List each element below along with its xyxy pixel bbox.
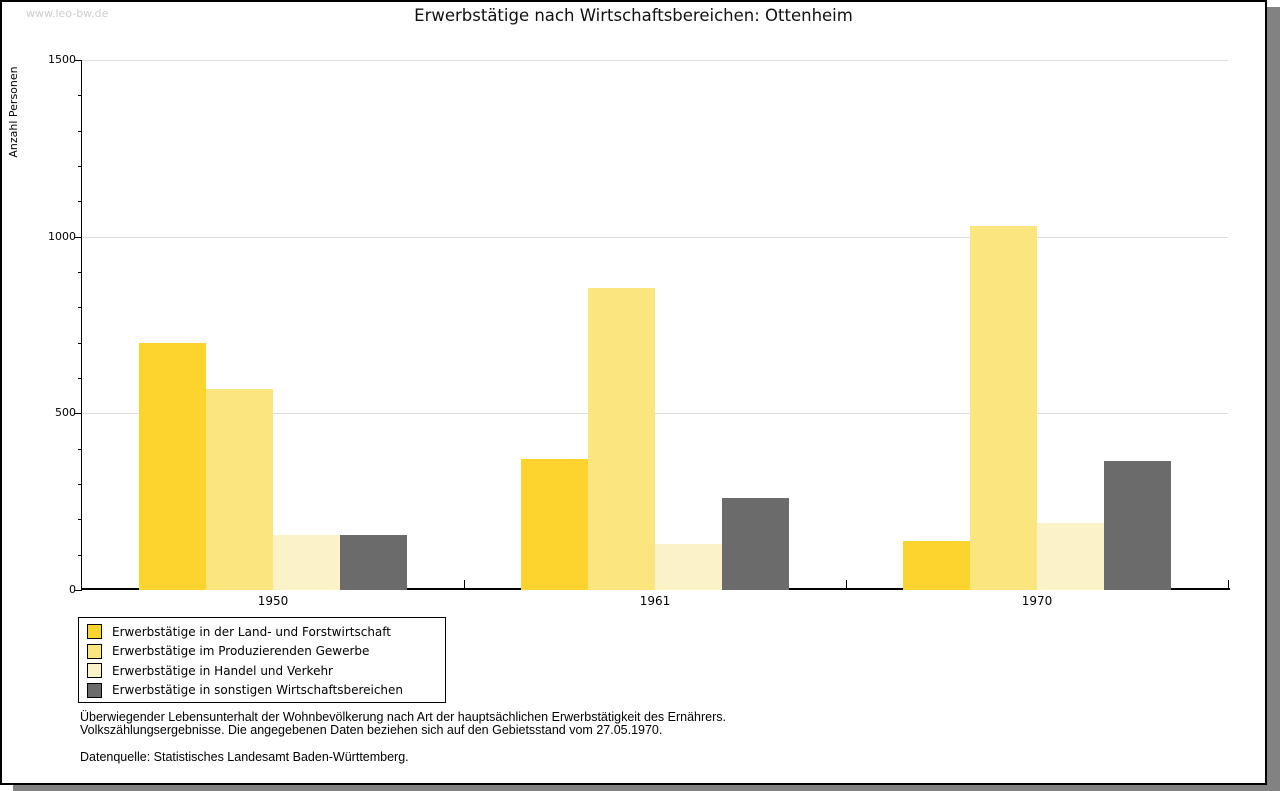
x-tick (1228, 580, 1229, 590)
x-tick (846, 580, 847, 590)
y-minor-tick (78, 131, 82, 132)
y-tick-label: 500 (55, 406, 76, 420)
y-tick-label: 1000 (48, 229, 76, 243)
bar-1961-s2 (588, 288, 655, 590)
y-minor-tick (78, 449, 82, 450)
bar-1970-s2 (970, 226, 1037, 590)
legend-swatch-icon (87, 624, 102, 639)
y-tick-label: 0 (69, 583, 76, 596)
y-axis-line (81, 60, 82, 590)
y-minor-tick (78, 343, 82, 344)
y-minor-tick (78, 272, 82, 273)
y-axis-label: Anzahl Personen (7, 66, 20, 158)
x-tick (464, 580, 465, 590)
bar-1950-s1 (139, 343, 206, 590)
bar-1970-s3 (1037, 523, 1104, 590)
bar-1970-s1 (903, 541, 970, 590)
bar-1961-s4 (722, 498, 789, 590)
gridline (82, 237, 1228, 238)
bar-1950-s3 (273, 535, 340, 590)
page-title: Erwerbstätige nach Wirtschaftsbereichen: Ottenheim (414, 6, 853, 25)
legend-item (79, 622, 445, 642)
footnote-line-1: Überwiegender Lebensunterhalt der Wohnbevölkerung nach Art der hauptsächlichen Erwerbstätigkeit des Ernährers. (80, 710, 726, 724)
legend-item (79, 681, 445, 701)
legend-swatch-icon (87, 663, 102, 678)
y-minor-tick (78, 484, 82, 485)
x-category-label: 1970 (1021, 594, 1053, 608)
legend-label: Erwerbstätige in der Land- und Forstwirtschaft (112, 624, 391, 639)
bar-1950-s4 (340, 535, 407, 590)
y-minor-tick (78, 166, 82, 167)
gridline (82, 60, 1228, 61)
legend-label: Erwerbstätige im Produzierenden Gewerbe (112, 644, 370, 659)
legend-item (79, 661, 445, 681)
legend-swatch-icon (87, 644, 102, 659)
legend-label: Erwerbstätige in sonstigen Wirtschaftsbereichen (112, 683, 404, 698)
legend-item (79, 642, 445, 662)
x-category-label: 1961 (639, 594, 671, 608)
y-minor-tick (78, 201, 82, 202)
bar-1961-s1 (521, 459, 588, 590)
legend-swatch-icon (87, 683, 102, 698)
data-source-note: Datenquelle: Statistisches Landesamt Baden-Württemberg. (80, 750, 409, 764)
watermark: www.leo-bw.de (26, 7, 109, 20)
bar-1961-s3 (655, 544, 722, 590)
y-tick-label: 1500 (48, 53, 76, 66)
legend-box (78, 617, 446, 703)
x-category-label: 1950 (257, 594, 289, 608)
bar-1970-s4 (1104, 461, 1171, 590)
footnote-line-2: Volkszählungsergebnisse. Die angegebenen Daten beziehen sich auf den Gebietsstand vom 27.05.1970. (80, 723, 663, 737)
legend-label: Erwerbstätige in Handel und Verkehr (112, 663, 333, 678)
bar-1950-s2 (206, 389, 273, 590)
y-minor-tick (78, 378, 82, 379)
y-minor-tick (78, 555, 82, 556)
y-minor-tick (78, 307, 82, 308)
y-minor-tick (78, 519, 82, 520)
y-minor-tick (78, 95, 82, 96)
